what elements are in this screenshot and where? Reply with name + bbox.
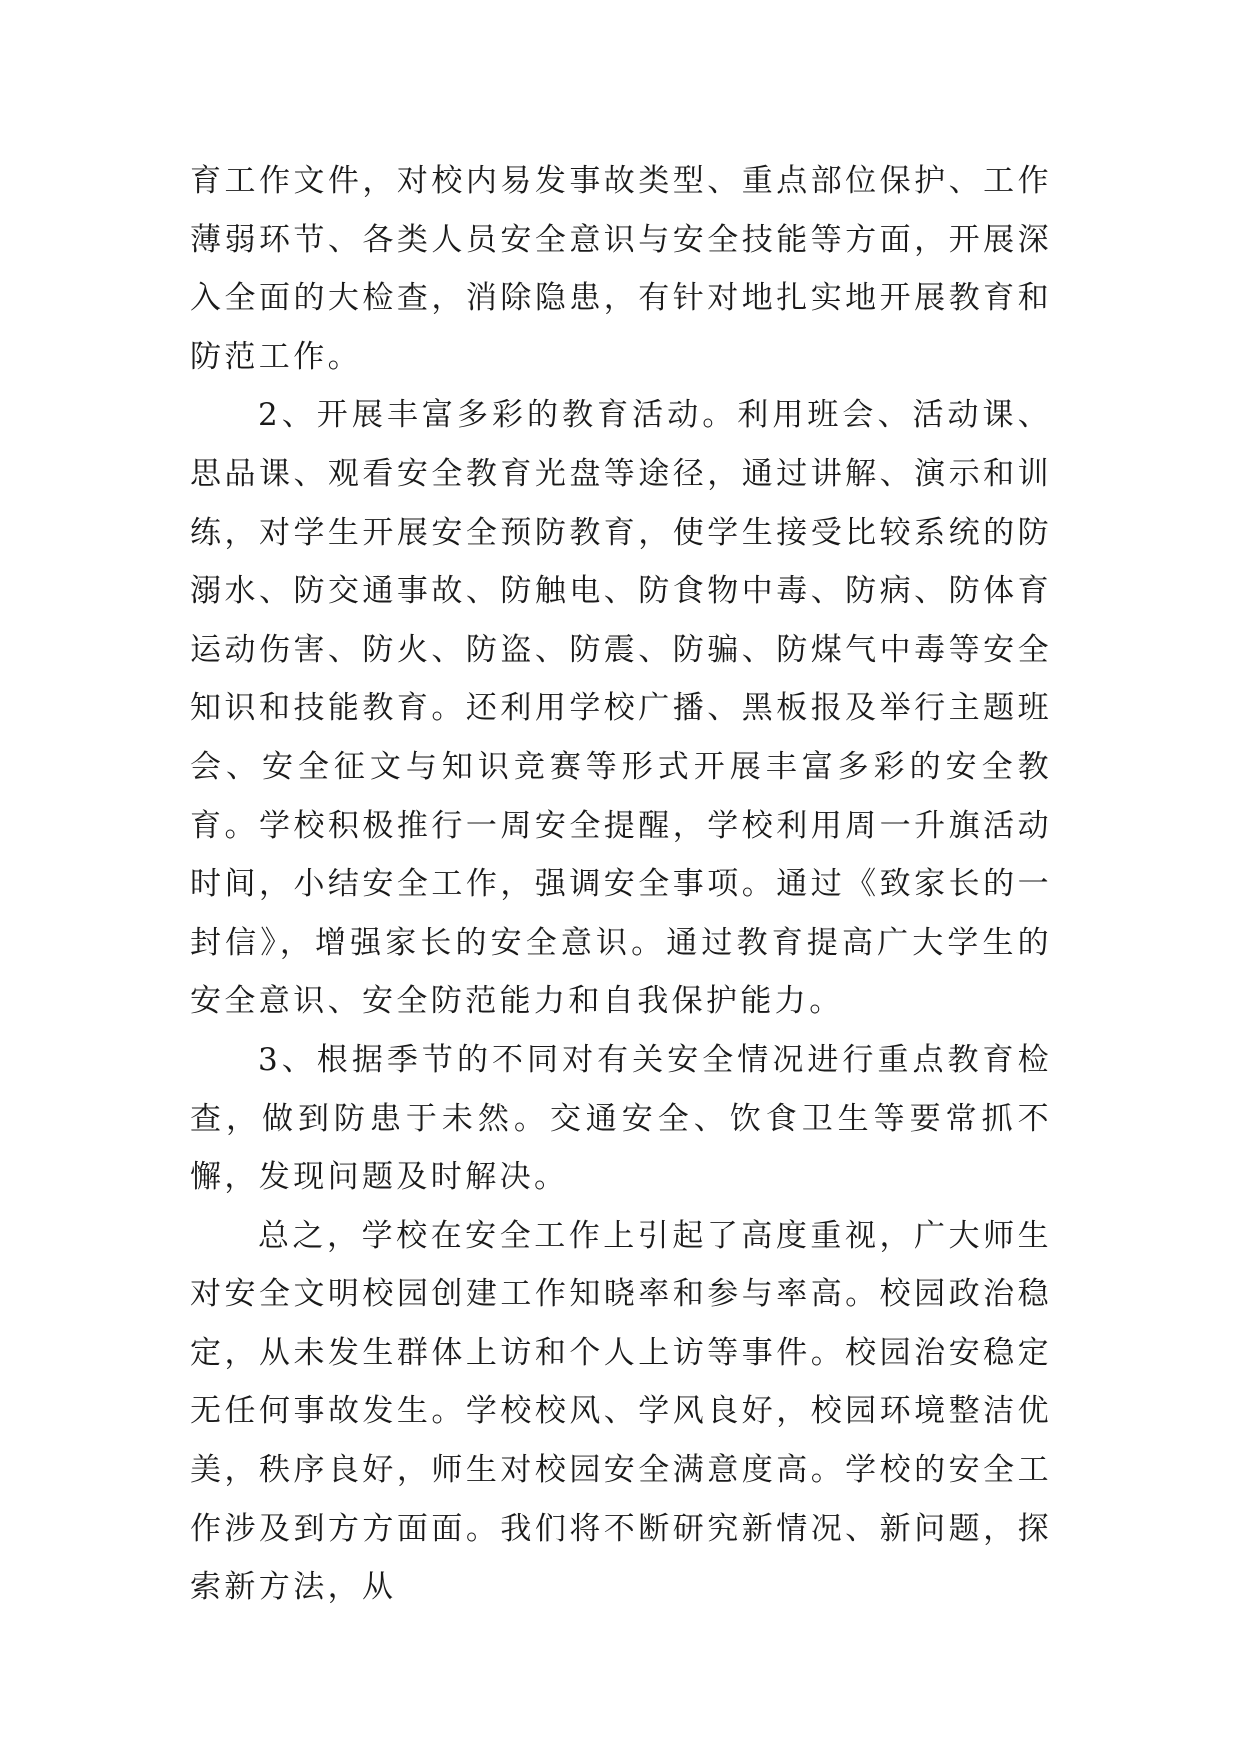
paragraph-continuation: 育工作文件，对校内易发事故类型、重点部位保护、工作薄弱环节、各类人员安全意识与安全技能等方面，开展深入全面的大检查，消除隐患，有针对地扎实地开展教育和防范工作。 [190, 163, 1052, 375]
document-body [190, 152, 1052, 1617]
paragraph-item-3: 3、根据季节的不同对有关安全情况进行重点教育检查，做到防患于未然。交通安全、饮食卫生等要常抓不懈，发现问题及时解决。 [190, 1041, 1052, 1196]
paragraph-item-2: 2、开展丰富多彩的教育活动。利用班会、活动课、思品课、观看安全教育光盘等途径，通过讲解、演示和训练，对学生开展安全预防教育，使学生接受比较系统的防溺水、防交通事故、防触电、防食物中毒、防病、防体育运动伤害、防火、防盗、防震、防骗、防煤气中毒等安全知识和技能教育。还利用学校广播、黑板报及举行主题班会、安全征文与知识竞赛等形式开展丰富多彩的安全教育。学校积极推行一周安全提醒，学校利用周一升旗活动时间，小结安全工作，强调安全事项。通过《致家长的一封信》，增强家长的安全意识。通过教育提高广大学生的安全意识、安全防范能力和自我保护能力。 [190, 397, 1052, 1020]
paragraph-summary: 总之，学校在安全工作上引起了高度重视，广大师生对安全文明校园创建工作知晓率和参与率高。校园政治稳定，从未发生群体上访和个人上访等事件。校园治安稳定无任何事故发生。学校校风、学风良好，校园环境整洁优美，秩序良好，师生对校园安全满意度高。学校的安全工作涉及到方方面面。我们将不断研究新情况、新问题，探索新方法，从 [190, 1217, 1052, 1606]
